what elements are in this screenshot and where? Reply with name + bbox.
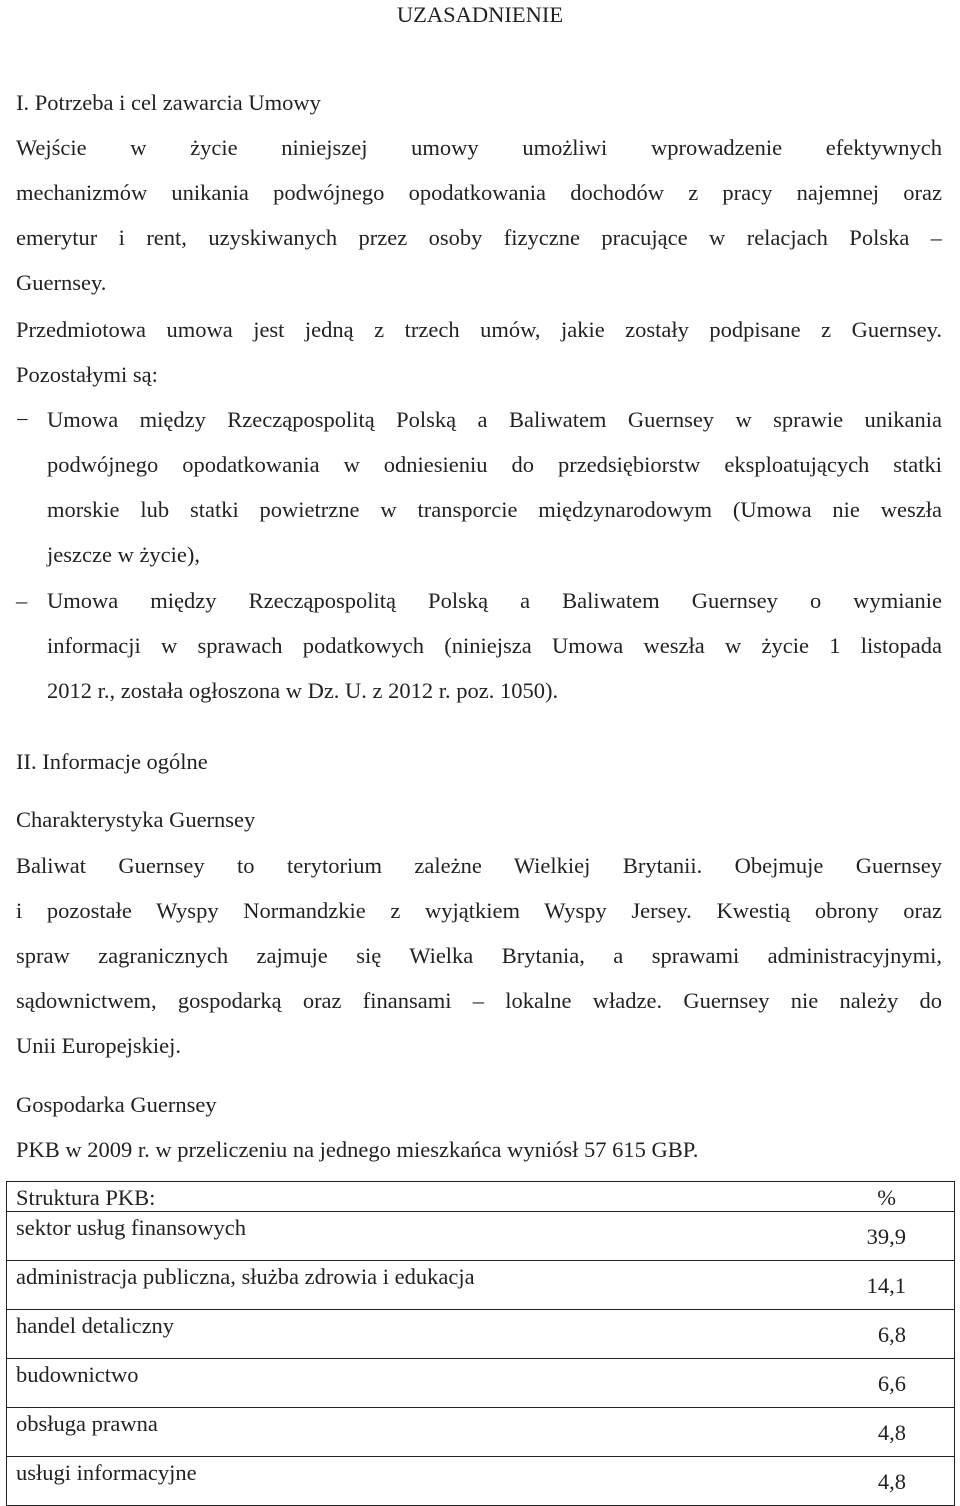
list-item-2-line: Umowa między Rzecząpospolitą Polską a Baliwatem Guernsey o wymianie xyxy=(47,588,942,613)
table-row-value: 6,8 xyxy=(877,1322,906,1347)
paragraph-line: emerytur i rent, uzyskiwanych przez osoby fizyczne pracujące w relacjach Polska – xyxy=(16,225,942,250)
paragraph-line: spraw zagranicznych zajmuje się Wielka Brytania, a sprawami administracyjnymi, xyxy=(16,943,942,968)
table-header-label: Struktura PKB: xyxy=(16,1185,156,1210)
section-2-heading: II. Informacje ogólne xyxy=(16,749,208,774)
paragraph-line: Unii Europejskiej. xyxy=(16,1033,181,1058)
table-row-label: budownictwo xyxy=(16,1362,139,1387)
table-row-value: 14,1 xyxy=(866,1273,906,1298)
table-row xyxy=(7,1211,954,1260)
list-item-1-line: podwójnego opodatkowania w odniesieniu do przedsiębiorstw eksploatujących statki xyxy=(47,452,942,477)
table-row xyxy=(7,1407,954,1456)
table-row xyxy=(7,1358,954,1407)
list-item-1-marker: − xyxy=(16,407,29,432)
table-row-value: 6,6 xyxy=(877,1371,906,1396)
list-item-1-line: morskie lub statki powietrzne w transporcie międzynarodowym (Umowa nie weszła xyxy=(47,497,942,522)
document-title: UZASADNIENIE xyxy=(396,2,564,27)
table-row-label: handel detaliczny xyxy=(16,1313,175,1338)
paragraph-line: Przedmiotowa umowa jest jedną z trzech umów, jakie zostały podpisane z Guernsey. xyxy=(16,317,942,342)
paragraph-line: Wejście w życie niniejszej umowy umożliwi wprowadzenie efektywnych xyxy=(16,135,942,160)
paragraph-line: i pozostałe Wyspy Normandzkie z wyjątkiem Wyspy Jersey. Kwestią obrony oraz xyxy=(16,898,942,923)
table-row-label: sektor usług finansowych xyxy=(16,1215,246,1240)
table-header-row xyxy=(7,1182,954,1211)
list-item-2-line: 2012 r., została ogłoszona w Dz. U. z 2012 r. poz. 1050). xyxy=(47,678,559,703)
section-1-heading: I. Potrzeba i cel zawarcia Umowy xyxy=(16,90,321,115)
table-row-label: obsługa prawna xyxy=(16,1411,158,1436)
table-row xyxy=(7,1456,954,1505)
table-row-label: usługi informacyjne xyxy=(16,1460,197,1485)
paragraph-line: Guernsey. xyxy=(16,270,107,295)
paragraph-line: Pozostałymi są: xyxy=(16,362,158,387)
table-row-label: administracja publiczna, służba zdrowia i edukacja xyxy=(16,1264,475,1289)
list-item-2-line: informacji w sprawach podatkowych (niniejsza Umowa weszła w życie 1 listopada xyxy=(47,633,942,658)
table-row xyxy=(7,1260,954,1309)
table-row-value: 4,8 xyxy=(877,1420,906,1445)
table-row-value: 4,8 xyxy=(877,1469,906,1494)
table-row xyxy=(7,1309,954,1358)
subheading-economy: Gospodarka Guernsey xyxy=(16,1092,217,1117)
list-item-1-line: Umowa między Rzecząpospolitą Polską a Baliwatem Guernsey w sprawie unikania xyxy=(47,407,942,432)
list-item-1-line: jeszcze w życie), xyxy=(47,542,201,567)
paragraph-line: mechanizmów unikania podwójnego opodatkowania dochodów z pracy najemnej oraz xyxy=(16,180,942,205)
table-header-value: % xyxy=(877,1185,896,1210)
gdp-structure-table xyxy=(6,1181,955,1506)
paragraph-line: Baliwat Guernsey to terytorium zależne Wielkiej Brytanii. Obejmuje Guernsey xyxy=(16,853,942,878)
subheading-characteristics: Charakterystyka Guernsey xyxy=(16,807,256,832)
gdp-paragraph: PKB w 2009 r. w przeliczeniu na jednego mieszkańca wyniósł 57 615 GBP. xyxy=(16,1137,699,1162)
table-row-value: 39,9 xyxy=(866,1224,906,1249)
paragraph-line: sądownictwem, gospodarką oraz finansami – lokalne władze. Guernsey nie należy do xyxy=(16,988,942,1013)
list-item-2-marker: – xyxy=(16,588,28,613)
